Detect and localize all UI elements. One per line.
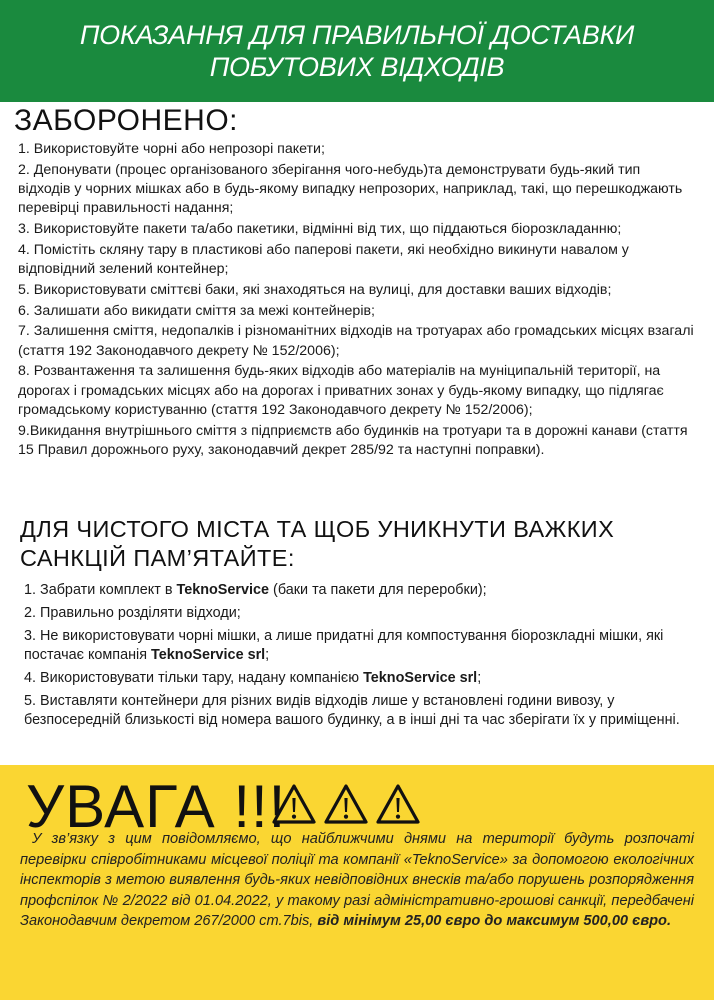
list-item — [24, 627, 692, 666]
penalty-range: від мінімум 25,00 євро до максимум 500,00 євро. — [317, 913, 672, 930]
item-text: 4. Використовувати тільки тару, надану компанією — [24, 669, 364, 686]
brand-name: TeknoService srl — [363, 669, 478, 686]
item-text: 1. Забрати комплект в — [24, 582, 177, 598]
remember-list — [24, 581, 692, 734]
item-text: 5. Виставляти контейнери для різних видів відходів лише у встановлені години вивозу, у безпосередній близькості від номера вашого будинку, а в інші дні та час зберігати їх у приміщенні. — [24, 692, 680, 729]
list-item: 3. Використовуйте пакети та/або пакетики, відмінні від тих, що піддаються біорозкладанню; — [18, 221, 622, 237]
remember-heading: ДЛЯ ЧИСТОГО МІСТА ТА ЩОБ УНИКНУТИ ВАЖКИХ САНКЦІЙ ПАМ’ЯТАЙТЕ: — [20, 516, 615, 571]
brand-name: TeknoService — [176, 582, 270, 598]
warning-triangle-icon — [322, 781, 370, 829]
header-title-line2: ПОБУТОВИХ ВІДХОДІВ — [209, 52, 505, 82]
list-item: 4. Помістіть скляну тару в пластикові або паперові пакети, які необхідно викинути навалом у відповідний зелений контейнер; — [18, 241, 629, 277]
list-item — [24, 604, 692, 623]
notice-paragraph — [20, 829, 694, 932]
item-text: ; — [265, 647, 270, 664]
warning-icons — [270, 781, 422, 831]
list-item — [24, 581, 692, 600]
item-text: 2. Правильно розділяти відходи; — [24, 604, 241, 621]
list-item — [24, 692, 692, 731]
list-item: 7. Залишення сміття, недопалків і різноманітних відходів на тротуарах або громадських місцях взагалі (стаття 192 Законодавчого декрету № 152/2006); — [18, 323, 694, 359]
list-item: 5. Використовувати сміттєві баки, які знаходяться на вулиці, для доставки ваших відходів; — [18, 281, 612, 298]
prohibited-list — [18, 140, 694, 462]
header-title-line1: ПОКАЗАННЯ ДЛЯ ПРАВИЛЬНОЇ ДОСТАВКИ — [79, 20, 635, 50]
warning-triangle-icon — [270, 781, 318, 829]
prohibited-heading: ЗАБОРОНЕНО: — [14, 104, 239, 137]
list-item: 1. Використовуйте чорні або непрозорі пакети; — [18, 141, 325, 157]
attention-title: УВАГА !!! — [26, 773, 287, 840]
item-text: 3. Не використовувати чорні мішки, а лише придатні для компостування біорозкладні мішки, які постачає компанія — [24, 627, 664, 664]
header-banner — [0, 0, 714, 102]
notice-body: У зв’язку з цим повідомляємо, що найближчими днями на території будуть розпочаті перевірки співробітниками місцевої поліції та компанії «TeknoService» за допомогою екологічних інспекторів з метою виявлення будь-яких невідповідних внесків та/або порушень розпорядження профспілок № 2/2022 від 01.04.2022, у такому разі адміністративно-грошові санкції, передбачені Законодавчим декретом 267/2000 ст.7bis, — [20, 831, 694, 930]
list-item: 2. Депонувати (процес організованого зберігання чого-небудь)та демонструвати будь-який тип відходів у чорних мішках або в будь-якому випадку непрозорих, наприклад, такі, що перешкоджають перевірці правильності надання; — [18, 161, 683, 217]
warning-triangle-icon — [374, 781, 422, 829]
list-item — [24, 669, 692, 688]
list-item: 6. Залишати або викидати сміття за межі контейнерів; — [18, 302, 375, 319]
attention-panel — [0, 765, 714, 1000]
item-text: (баки та пакети для переробки); — [269, 582, 487, 598]
item-text: ; — [477, 669, 482, 686]
brand-name: TeknoService srl — [151, 647, 266, 664]
list-item: 9.Викидання внутрішнього сміття з підприємств або будинків на тротуари та в дорожні канави (стаття 15 Правил дорожнього руху, законодавчий декрет 285/92 та наступні поправки). — [18, 422, 688, 458]
list-item: 8. Розвантаження та залишення будь-яких відходів або матеріалів на муніципальній території, на дорогах і громадських місцях або на дорогах і приватних зонах у будь-якому випадку, що підлягає громадському користуванню (стаття 192 Законодавчого декрету № 152/2006); — [18, 363, 664, 418]
